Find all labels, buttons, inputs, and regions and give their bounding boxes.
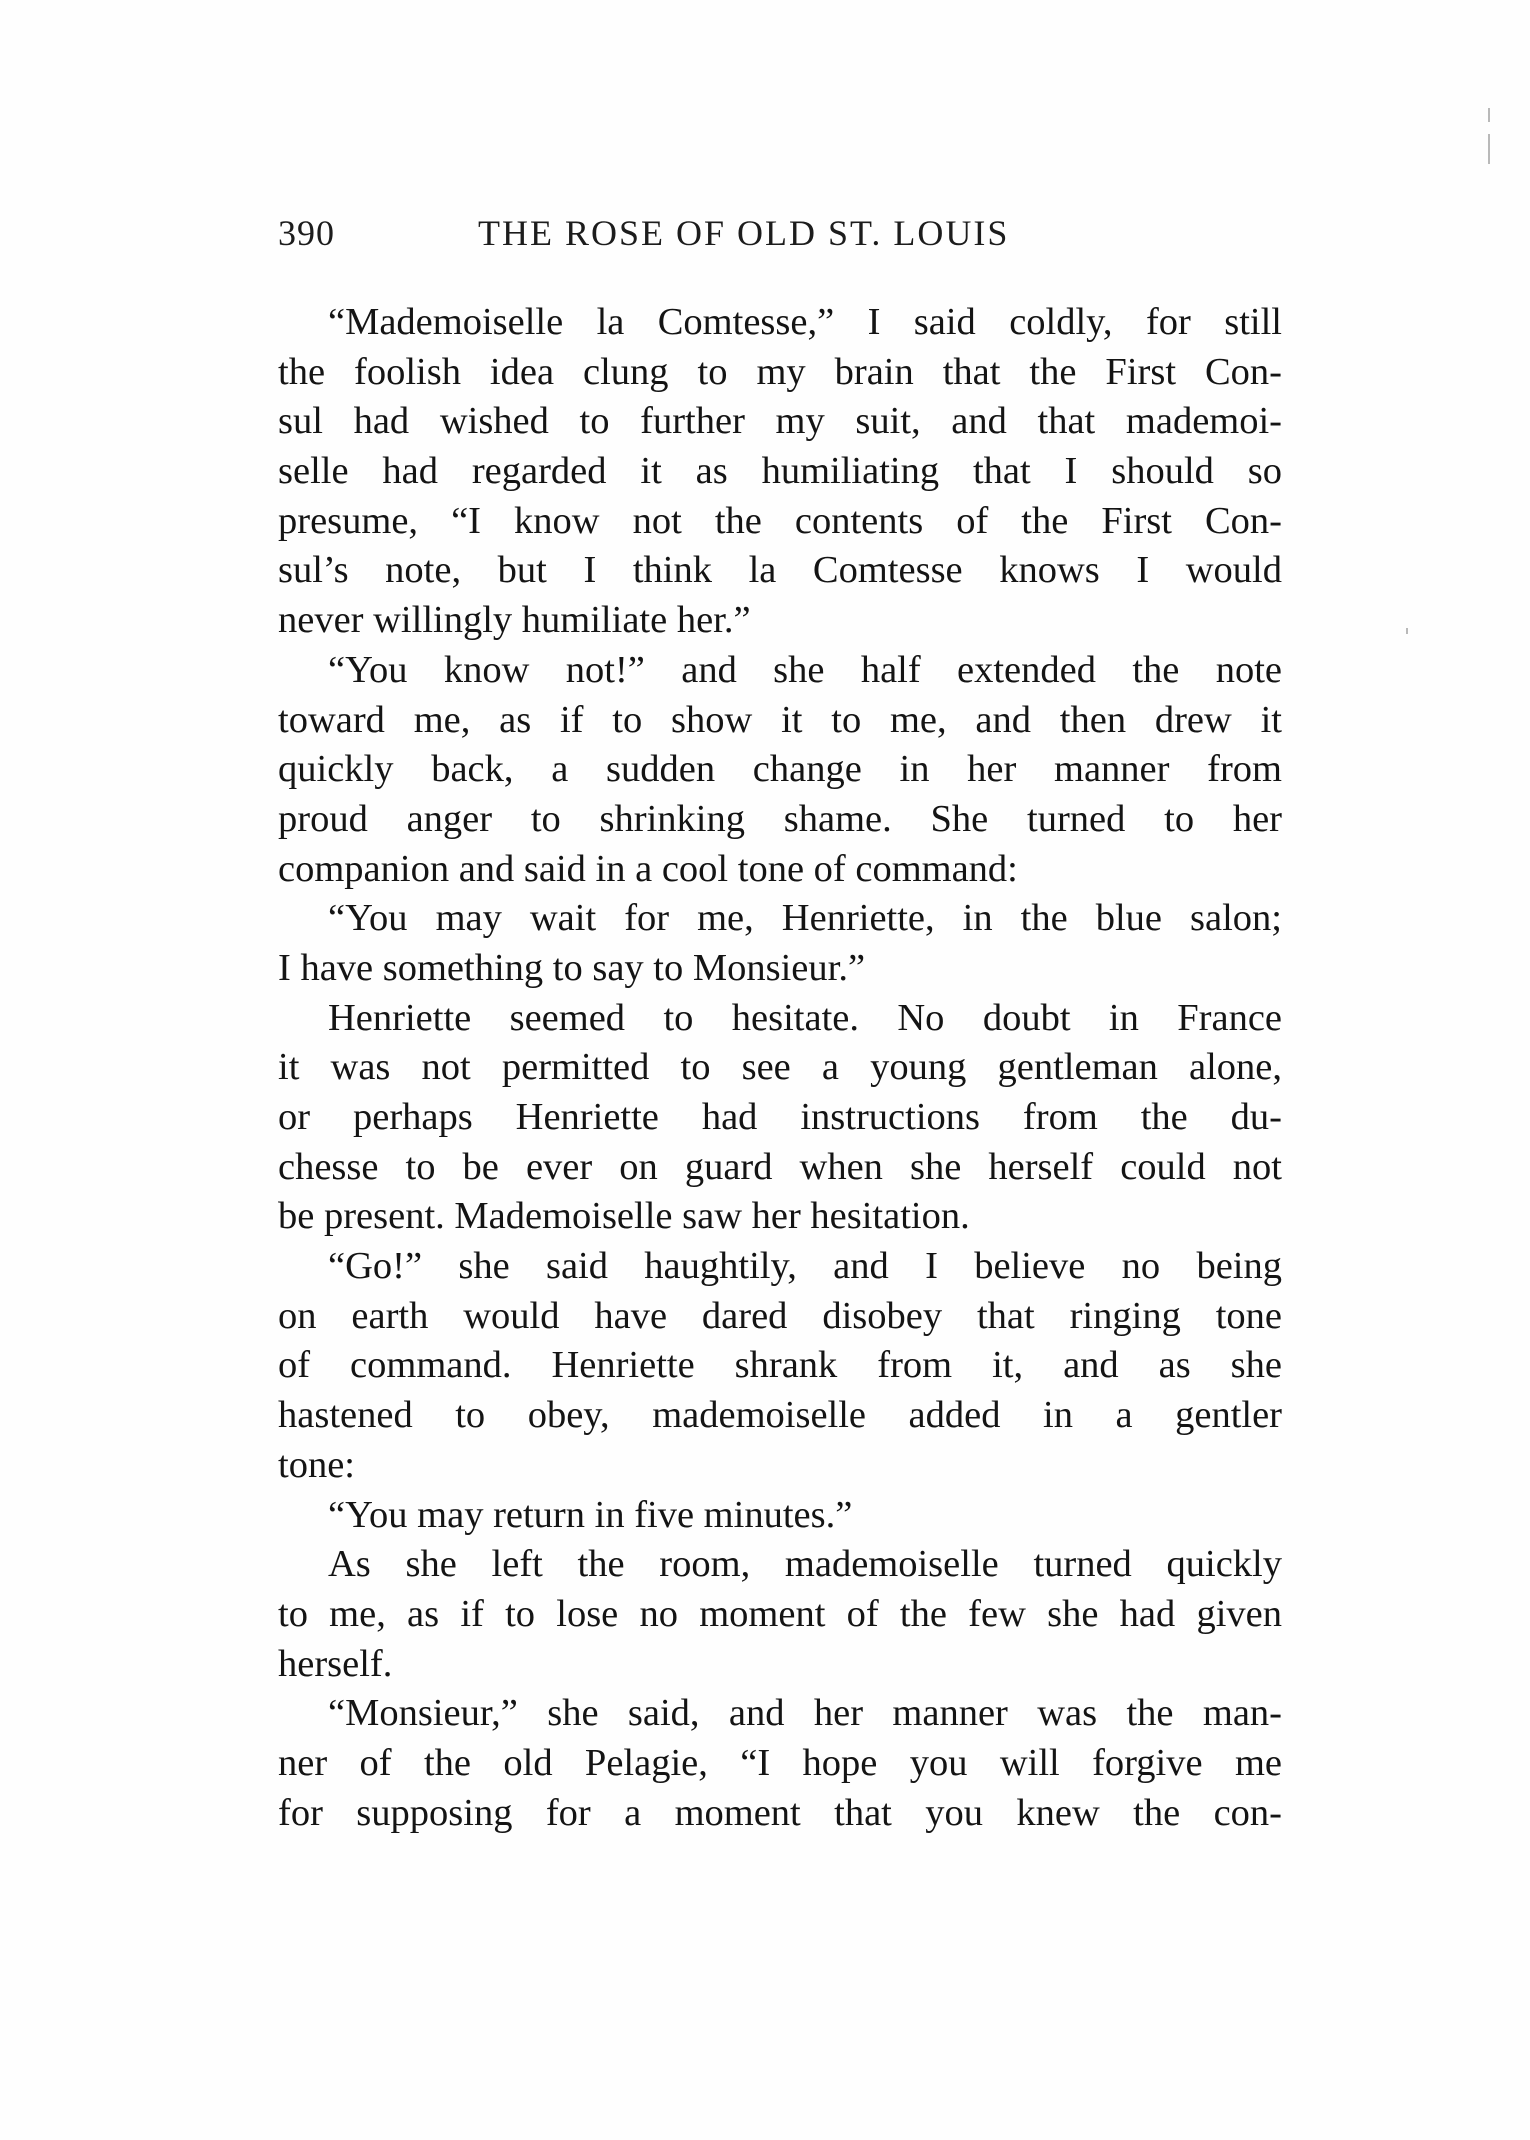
text-line: selle had regarded it as humiliating that I should so [278, 450, 1282, 493]
text-line: never willingly humiliate her.” [278, 599, 751, 642]
text-line: hastened to obey, mademoiselle added in a gentler [278, 1394, 1282, 1437]
text-line: herself. [278, 1642, 393, 1685]
text-line: to me, as if to lose no moment of the few she had given [278, 1592, 1282, 1635]
text-line: proud anger to shrinking shame. She turned to her [278, 797, 1282, 840]
scan-speck [1406, 628, 1408, 634]
scan-speck [1488, 108, 1490, 122]
text-line: or perhaps Henriette had instructions from the du- [278, 1096, 1282, 1138]
text-line: Henriette seemed to hesitate. No doubt in France [328, 996, 1282, 1039]
text-line: toward me, as if to show it to me, and then drew it [278, 698, 1282, 741]
text-line: quickly back, a sudden change in her manner from [278, 748, 1282, 791]
scan-speck [1488, 134, 1490, 164]
text-line: the foolish idea clung to my brain that the First Con- [278, 350, 1282, 393]
text-line: of command. Henriette shrank from it, and as she [278, 1344, 1282, 1387]
text-line: for supposing for a moment that you knew the con- [278, 1791, 1282, 1834]
running-title: THE ROSE OF OLD ST. LOUIS [478, 213, 1010, 253]
text-line: “Mademoiselle la Comtesse,” I said coldly, for still [328, 301, 1282, 343]
text-line: “Monsieur,” she said, and her manner was the man- [328, 1692, 1282, 1735]
text-line: presume, “I know not the contents of the First Con- [278, 499, 1282, 542]
text-line: “You may return in five minutes.” [328, 1493, 853, 1536]
text-line: “Go!” she said haughtily, and I believe no being [328, 1245, 1282, 1288]
text-line: chesse to be ever on guard when she herself could not [278, 1145, 1282, 1188]
text-line: tone: [278, 1443, 355, 1486]
text-line: it was not permitted to see a young gentleman alone, [278, 1046, 1282, 1089]
text-line: sul had wished to further my suit, and that mademoi- [278, 400, 1282, 443]
text-line: “You may wait for me, Henriette, in the blue salon; [328, 897, 1282, 940]
text-line: companion and said in a cool tone of command: [278, 847, 1018, 890]
text-line: sul’s note, but I think la Comtesse knows I would [278, 549, 1282, 592]
body-text [278, 298, 1282, 1838]
text-line: on earth would have dared disobey that ringing tone [278, 1294, 1282, 1337]
text-line: As she left the room, mademoiselle turned quickly [328, 1543, 1282, 1586]
text-line: be present. Mademoiselle saw her hesitation. [278, 1195, 970, 1238]
text-line: ner of the old Pelagie, “I hope you will forgive me [278, 1741, 1282, 1784]
page-number: 390 [278, 213, 335, 253]
running-head [278, 212, 1283, 272]
text-line: “You know not!” and she half extended the note [328, 648, 1282, 691]
text-line: I have something to say to Monsieur.” [278, 946, 866, 989]
